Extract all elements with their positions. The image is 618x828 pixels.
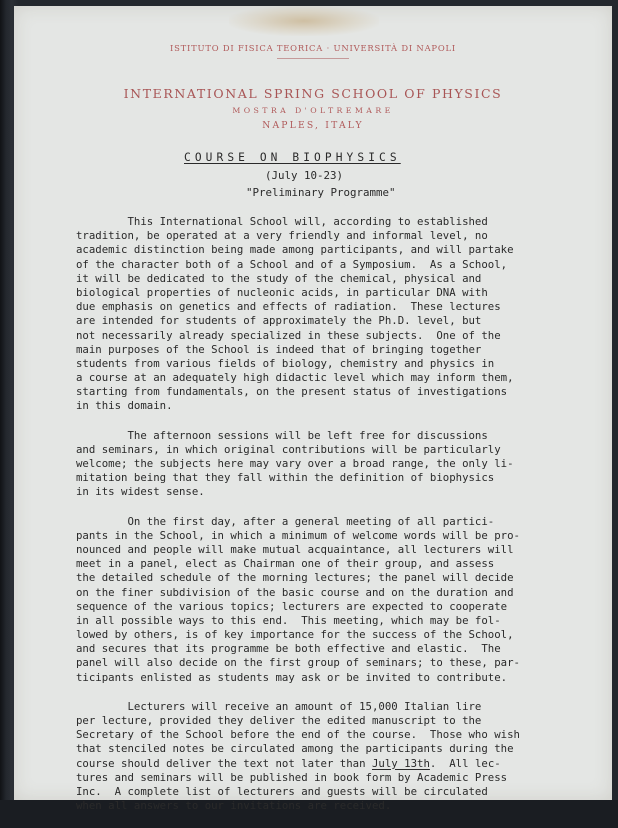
text-line: Inc. A complete list of lecturers and guests will be circulated [76, 784, 488, 798]
course-title: COURSE ON BIOPHYSICS [184, 151, 401, 164]
text-line: in all possible ways to this end. This meeting, which may be fol- [76, 613, 501, 627]
text-line: tures and seminars will be published in book form by Academic Press [76, 770, 508, 784]
text-line: Secretary of the School before the end of the course. Those who wish [76, 728, 520, 742]
text-line: nounced and people will make mutual acquaintance, all lecturers will [76, 542, 514, 556]
paragraph-first-day [76, 515, 536, 685]
text-line: on the finer subdivision of the basic course and on the duration and [76, 585, 514, 599]
text-line: students from various fields of biology, chemistry and physics in [76, 356, 495, 370]
text-line: sequence of the various topics; lecturers are expected to cooperate [76, 599, 508, 613]
text-line: Lecturers will receive an amount of 15,000 Italian lire [76, 699, 482, 713]
text-segment: course should deliver the text not later than [76, 756, 372, 770]
letterhead-city: NAPLES, ITALY [262, 120, 364, 131]
text-line: of the character both of a School and of a Symposium. As a School, [76, 257, 508, 271]
text-line: meet in a panel, elect as Chairman one of their group, and assess [76, 557, 495, 571]
text-line: This International School will, according to established [76, 215, 488, 228]
text-segment: . All lec- [429, 756, 501, 770]
text-line: tradition, be operated at a very friendly and informal level, no [76, 229, 488, 243]
text-line: due emphasis on genetics and effects of radiation. These lectures [76, 300, 501, 314]
text-line: panel will also decide on the first group of seminars; to these, par- [76, 656, 520, 670]
letterhead-institute: ISTITUTO DI FISICA TEORICA · UNIVERSITÀ DI NAPOLI [170, 43, 456, 53]
text-line: are intended for students of approximately the Ph.D. level, but [76, 314, 482, 328]
deadline-date: July 13th [371, 756, 430, 770]
text-line: and secures that its programme be both effective and elastic. The [76, 642, 501, 656]
letterhead-venue: MOSTRA D'OLTREMARE [232, 106, 394, 115]
paragraph-intro [76, 215, 536, 414]
course-dates: (July 10-23) [265, 169, 344, 182]
text-line: it will be dedicated to the study of the chemical, physical and [76, 271, 482, 285]
text-line: ticipants enlisted as students may ask or be invited to contribute. [76, 670, 508, 684]
letterhead-rule [277, 58, 349, 59]
text-line: academic distinction being made among participants, and will partake [76, 243, 514, 257]
letterhead-school: INTERNATIONAL SPRING SCHOOL OF PHYSICS [123, 86, 503, 101]
text-line: in its widest sense. [76, 485, 205, 499]
text-line: a course at an adequately high didactic level which may inform them, [76, 371, 514, 385]
text-line: when all answers to our invitations are received. [76, 799, 392, 813]
text-line: the detailed schedule of the morning lectures; the panel will decide [76, 571, 514, 585]
text-line: that stenciled notes be circulated among the participants during the [76, 742, 514, 756]
text-line: in this domain. [76, 399, 173, 413]
text-line: not necessarily already specialized in these subjects. One of the [76, 328, 501, 342]
text-line: starting from fundamentals, on the present status of investigations [76, 385, 508, 399]
paper-stain [229, 6, 379, 36]
text-line: lowed by others, is of key importance for the success of the School, [76, 628, 514, 642]
paragraph-afternoon [76, 429, 536, 500]
paragraph-lecturers [76, 700, 536, 814]
text-line: On the first day, after a general meeting of all partici- [76, 514, 495, 528]
programme-subtitle: "Preliminary Programme" [246, 186, 396, 199]
text-line: pants in the School, in which a minimum of welcome words will be pro- [76, 528, 520, 542]
document-page [14, 6, 612, 813]
text-line-with-deadline [76, 757, 536, 771]
text-line: welcome; the subjects here may vary over a broad range, the only li- [76, 457, 514, 470]
text-line: main purposes of the School is indeed that of bringing together [76, 342, 482, 356]
text-line: mitation being that they fall within the definition of biophysics [76, 471, 495, 485]
text-line: and seminars, in which original contributions will be particularly [76, 442, 501, 456]
text-line: biological properties of nucleonic acids, in particular DNA with [76, 285, 488, 299]
text-line: The afternoon sessions will be left free for discussions [76, 428, 488, 442]
text-line: per lecture, provided they deliver the edited manuscript to the [76, 714, 482, 727]
document-body [76, 215, 536, 828]
